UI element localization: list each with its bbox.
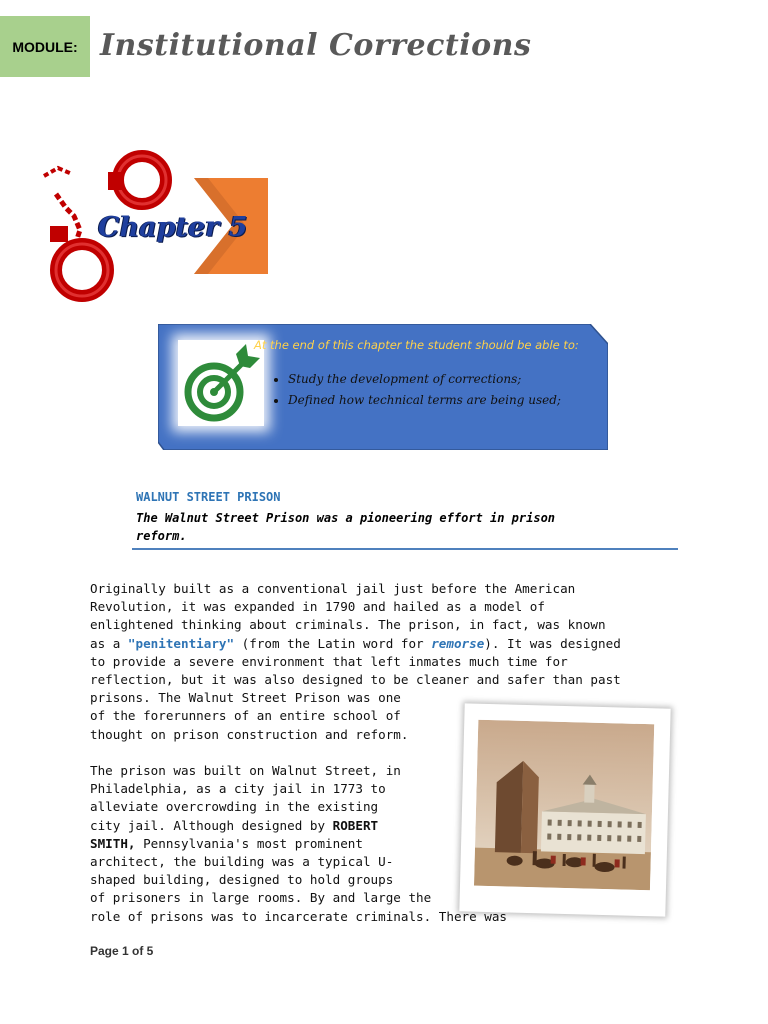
page-number: Page 1 of 5 (90, 944, 154, 958)
target-icon-box (178, 340, 264, 426)
module-tag (0, 16, 90, 77)
chapter-label: Chapter 5 (98, 212, 248, 243)
term-penitentiary: "penitentiary" (127, 635, 235, 651)
objectives-heading: At the end of this chapter the student should be able to: (254, 338, 579, 352)
architect-name: ROBERT (332, 817, 379, 833)
target-arrow-icon (178, 340, 264, 426)
section-subtitle: The Walnut Street Prison was a pioneering effort in prison reform. (136, 511, 556, 543)
section-title: WALNUT STREET PRISON (136, 490, 281, 504)
architect-name: SMITH, (90, 835, 136, 851)
body-paragraph-2: The prison was built on Walnut Street, in Philadelphia, as a city jail in 1773 to alleviate overcrowding in the existing city jail. Although designed by ROBERT SMITH, Pennsylvania's most prominent architect, the building was a typical U- shaped building, designed to hold groups of prisoners in large rooms. By and large the role of prisons was to incarcerate criminals. There was (90, 763, 508, 924)
objective-item: • Study the development of corrections; (288, 372, 561, 386)
objective-item: • Defined how technical terms are being used; (288, 393, 561, 407)
module-label: MODULE: (12, 38, 78, 55)
walnut-street-prison-engraving (474, 720, 654, 891)
objectives-list (270, 372, 561, 414)
body-paragraph-1: Originally built as a conventional jail just before the American Revolution, it was expanded in 1790 and hailed as a model of enlightened thinking about criminals. The prison, in fact, was known as a "penitentiary" (from the Latin word for remorse). It was designed to provide a severe environment that left inmates much time for reflection, but it was also designed to be cleaner and safer than past prisons. The Walnut Street Prison was one of the forerunners of an entire school of thought on prison construction and reform. (90, 581, 621, 742)
term-remorse: remorse (431, 635, 485, 651)
module-title: Institutional Corrections (100, 28, 532, 63)
section-divider (132, 548, 678, 550)
prison-illustration (459, 703, 670, 916)
